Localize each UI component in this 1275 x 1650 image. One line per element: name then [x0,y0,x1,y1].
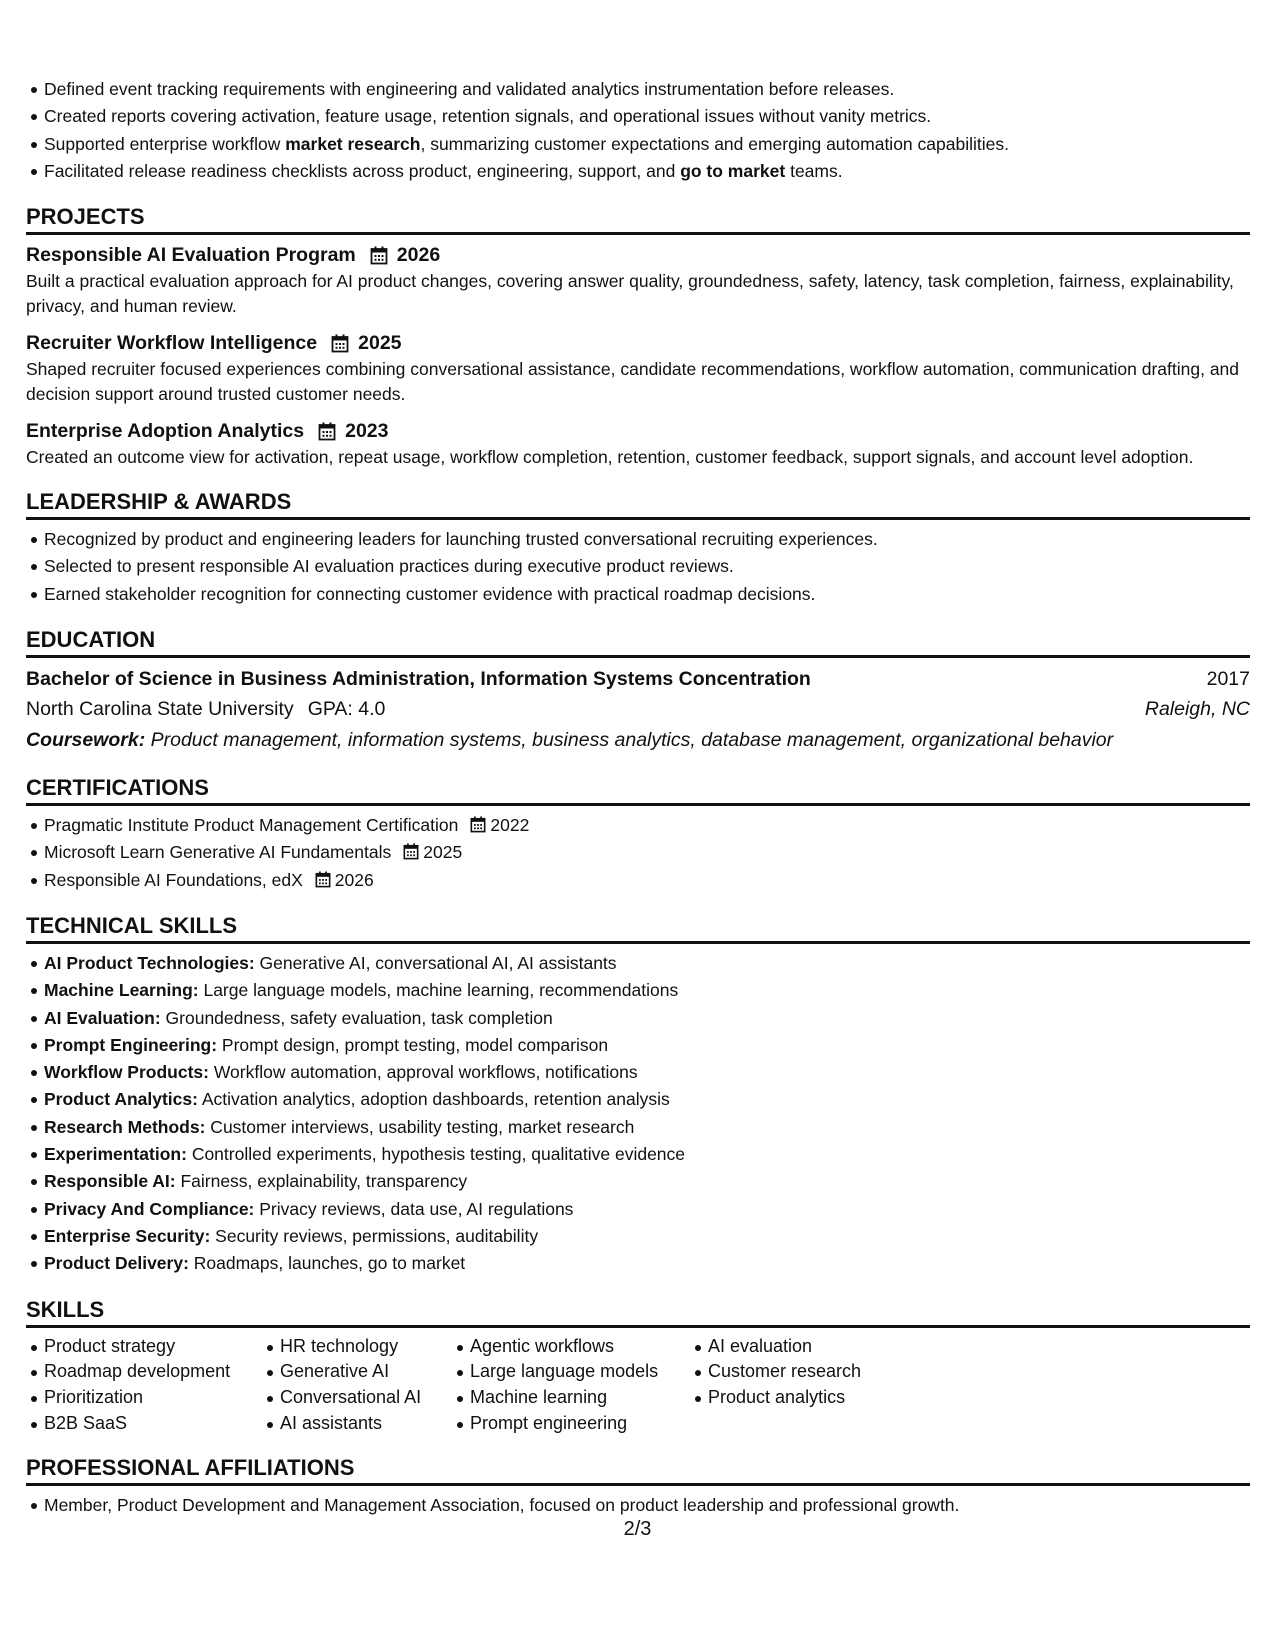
list-item: HR technology [280,1334,452,1360]
list-item: Customer research [708,1359,910,1385]
list-item: Machine learning [470,1385,690,1411]
certification-year: 2022 [490,815,530,836]
list-item: Enterprise Security: Security reviews, permissions, auditability [44,1223,1250,1250]
section-title: PROJECTS [26,203,1250,235]
coursework: Coursework: Product management, information systems, business analytics, database management, organizational behavior [26,729,1114,752]
section-title: LEADERSHIP & AWARDS [26,488,1250,520]
leadership-section [26,488,1250,608]
resume-page [26,76,1250,1520]
list-item: Prompt Engineering: Prompt design, prompt testing, model comparison [44,1032,1250,1059]
calendar-icon [331,334,349,353]
technical-skills-section [26,912,1250,1278]
affiliations-section [26,1454,1250,1519]
project-description: Created an outcome view for activation, repeat usage, workflow completion, retention, customer feedback, support signals, and account level adoption. [26,447,1194,468]
list-item: Selected to present responsible AI evaluation practices during executive product reviews. [44,553,1250,580]
list-item: Large language models [470,1359,690,1385]
list-item: Product analytics [708,1385,910,1411]
list-item: Product Delivery: Roadmaps, launches, go to market [44,1250,1250,1277]
list-item: Research Methods: Customer interviews, usability testing, market research [44,1114,1250,1141]
list-item: Recognized by product and engineering leaders for launching trusted conversational recruiting experiences. [44,526,1250,553]
project-item [26,241,1250,319]
list-item: AI assistants [280,1411,452,1437]
calendar-icon [470,816,486,833]
education-section [26,626,1250,756]
certification-name: Microsoft Learn Generative AI Fundamentals [44,842,392,863]
experience-bullets [26,76,1250,185]
project-name: Enterprise Adoption Analytics [26,420,305,443]
project-name: Responsible AI Evaluation Program [26,244,356,267]
list-item: AI Product Technologies: Generative AI, conversational AI, AI assistants [44,950,1250,977]
list-item: Conversational AI [280,1385,452,1411]
degree: Bachelor of Science in Business Administration, Information Systems Concentration [26,668,811,691]
school-location: Raleigh, NC [1144,698,1250,721]
list-item: Machine Learning: Large language models, machine learning, recommendations [44,977,1250,1004]
list-item: Product strategy [44,1334,262,1360]
list-item: Roadmap development [44,1359,262,1385]
project-year: 2023 [345,420,389,443]
graduation-year: 2017 [1206,668,1250,691]
project-description: Built a practical evaluation approach for AI product changes, covering answer quality, groundedness, safety, latency, task completion, fairness, explainability, privacy, and human review. [26,271,1234,317]
list-item: Workflow Products: Workflow automation, approval workflows, notifications [44,1059,1250,1086]
certification-name: Responsible AI Foundations, edX [44,869,303,890]
skills-column [262,1334,452,1437]
certification-year: 2026 [334,869,374,890]
calendar-icon [370,246,388,265]
project-year: 2026 [396,244,441,267]
calendar-icon [318,422,336,441]
list-item: Product Analytics: Activation analytics, adoption dashboards, retention analysis [44,1086,1250,1113]
project-item [26,417,1250,470]
calendar-icon [315,871,331,888]
list-item: Agentic workflows [470,1334,690,1360]
list-item [44,867,1250,894]
list-item: Experimentation: Controlled experiments, hypothesis testing, qualitative evidence [44,1141,1250,1168]
list-item: Facilitated release readiness checklists across product, engineering, support, and go to market teams. [44,158,1250,185]
gpa: GPA: 4.0 [307,698,386,721]
skills-section [26,1296,1250,1437]
project-description: Shaped recruiter focused experiences combining conversational assistance, candidate recommendations, workflow automation, communication drafting, and decision support around trusted customer needs. [26,359,1240,405]
list-item: Supported enterprise workflow market research, summarizing customer expectations and emerging automation capabilities. [44,131,1250,158]
section-title: SKILLS [26,1296,1250,1328]
list-item: AI evaluation [708,1334,910,1360]
list-item: AI Evaluation: Groundedness, safety evaluation, task completion [44,1005,1250,1032]
section-title: EDUCATION [26,626,1250,658]
project-name: Recruiter Workflow Intelligence [26,332,318,355]
projects-section [26,203,1250,470]
skills-column [452,1334,690,1437]
calendar-icon [403,843,419,860]
certification-name: Pragmatic Institute Product Management Certification [44,815,459,836]
list-item: Earned stakeholder recognition for connecting customer evidence with practical roadmap decisions. [44,581,1250,608]
skills-columns [26,1334,1250,1437]
section-title: TECHNICAL SKILLS [26,912,1250,944]
list-item: Generative AI [280,1359,452,1385]
section-title: CERTIFICATIONS [26,774,1250,806]
certification-year: 2025 [423,842,463,863]
list-item: Member, Product Development and Management Association, focused on product leadership and professional growth. [44,1492,1250,1519]
certifications-section [26,774,1250,894]
school-name: North Carolina State University [26,698,294,721]
list-item [44,839,1250,866]
project-item [26,329,1250,407]
skills-column [26,1334,262,1437]
list-item: B2B SaaS [44,1411,262,1437]
list-item [44,812,1250,839]
list-item: Prioritization [44,1385,262,1411]
page-number: 2/3 [623,1518,652,1540]
list-item: Prompt engineering [470,1411,690,1437]
list-item: Responsible AI: Fairness, explainability, transparency [44,1168,1250,1195]
list-item: Privacy And Compliance: Privacy reviews, data use, AI regulations [44,1196,1250,1223]
project-year: 2025 [358,332,402,355]
section-title: PROFESSIONAL AFFILIATIONS [26,1454,1250,1486]
list-item: Defined event tracking requirements with engineering and validated analytics instrumentation before releases. [44,76,1250,103]
skills-column [690,1334,910,1437]
list-item: Created reports covering activation, feature usage, retention signals, and operational issues without vanity metrics. [44,103,1250,130]
